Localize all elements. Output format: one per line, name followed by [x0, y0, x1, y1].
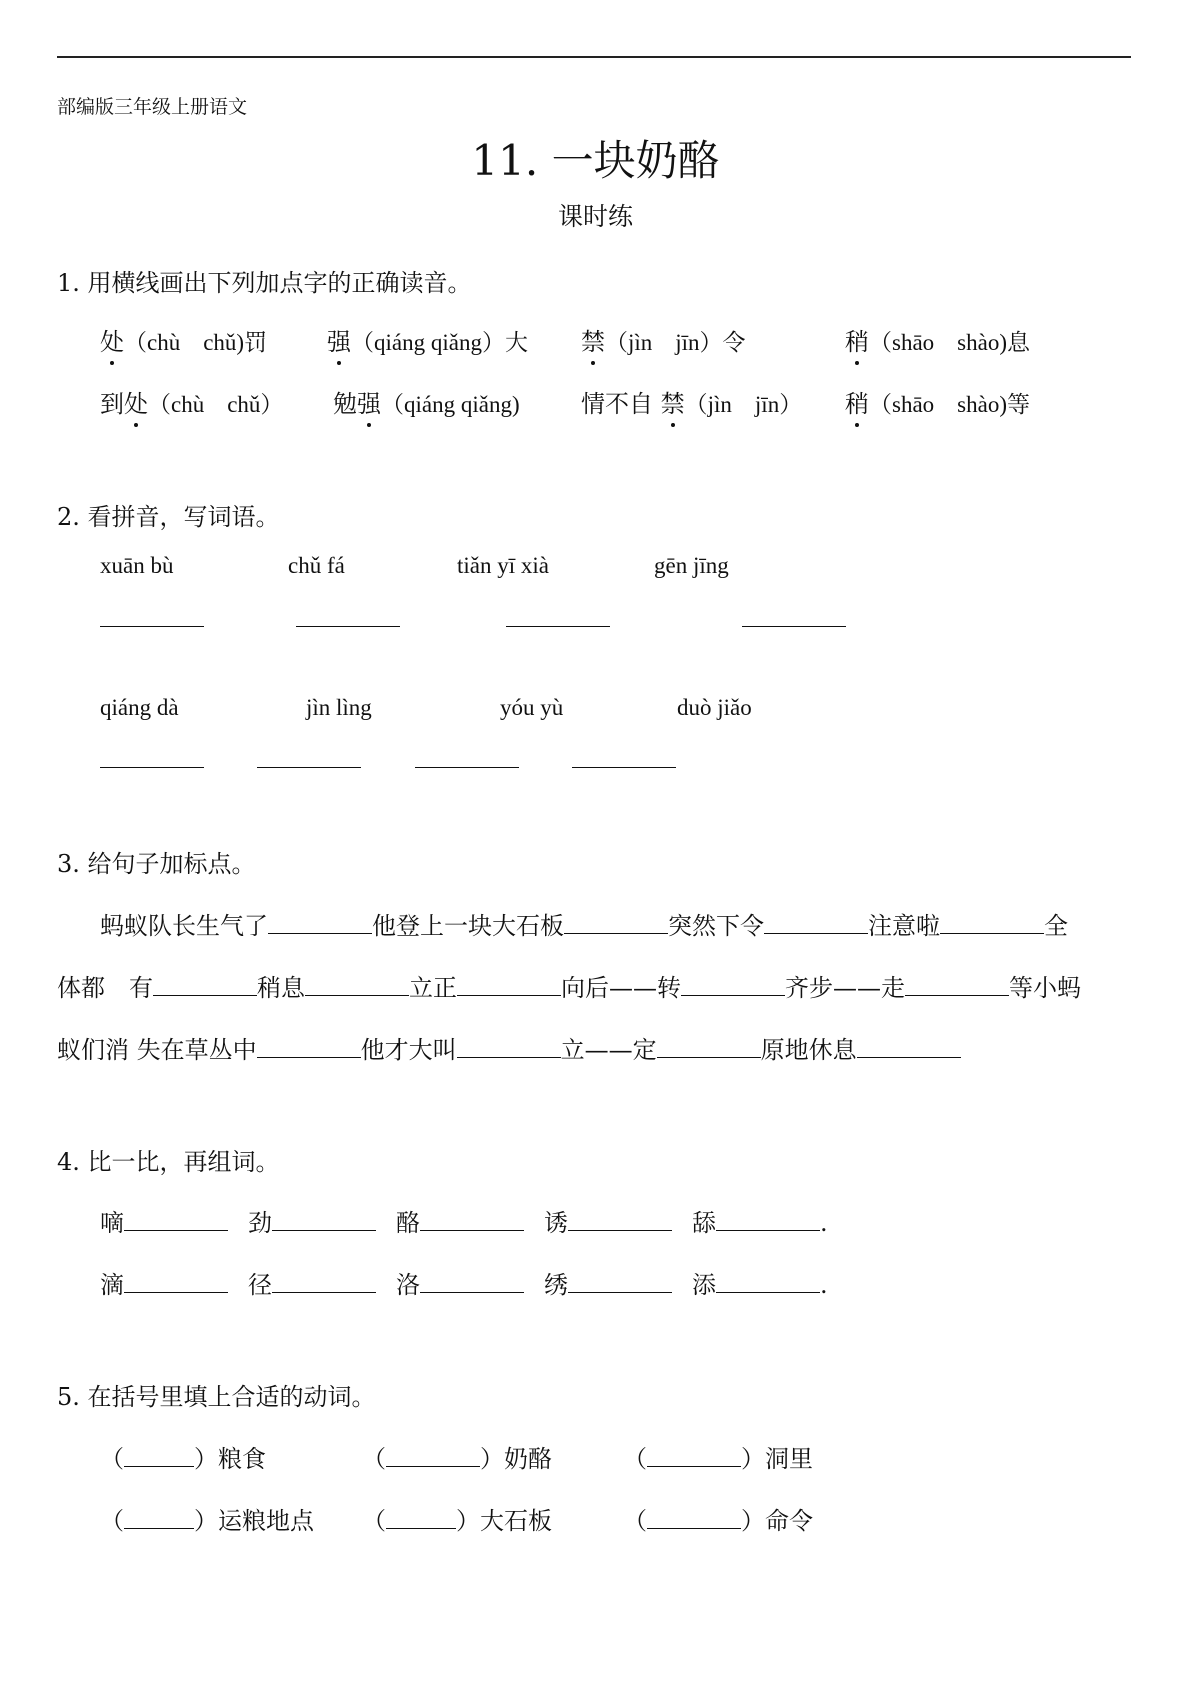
- verb-item: （ ）运粮地点: [100, 1507, 314, 1535]
- word-blank[interactable]: [420, 1272, 524, 1293]
- answer-blank[interactable]: [506, 622, 610, 627]
- pinyin-item: qiáng dà: [100, 695, 179, 720]
- punct-blank[interactable]: [857, 1037, 961, 1058]
- q1-item: 情不自 禁（jìn jīn）: [581, 384, 802, 419]
- answer-blank[interactable]: [257, 763, 361, 768]
- word-blank[interactable]: [716, 1272, 820, 1293]
- punct-blank[interactable]: [153, 975, 257, 996]
- punct-blank[interactable]: [681, 975, 785, 996]
- q1-item: 禁（jìn jīn）令: [581, 322, 746, 357]
- punct-blank[interactable]: [657, 1037, 761, 1058]
- pinyin-item: chǔ fá: [288, 553, 345, 578]
- verb-blank[interactable]: [386, 1508, 456, 1529]
- answer-blank[interactable]: [100, 763, 204, 768]
- pinyin-item: gēn jīng: [654, 553, 729, 578]
- dotted-char: 稍: [845, 384, 869, 419]
- punct-blank[interactable]: [564, 913, 668, 934]
- dotted-char: 处: [100, 322, 124, 357]
- word-blank[interactable]: [716, 1210, 820, 1231]
- q1-item: 到处（chù chǔ）: [100, 384, 283, 419]
- punct-blank[interactable]: [305, 975, 409, 996]
- source-label: 部编版三年级上册语文: [57, 96, 248, 118]
- dotted-char: 禁: [581, 322, 605, 357]
- answer-blank[interactable]: [415, 763, 519, 768]
- punct-blank[interactable]: [905, 975, 1009, 996]
- q1-item: 强（qiáng qiǎng）大: [327, 322, 528, 357]
- compare-row-1: 嘀 劲 酪 诱 舔 .: [100, 1209, 828, 1237]
- verb-blank[interactable]: [647, 1446, 741, 1467]
- verb-blank[interactable]: [386, 1446, 480, 1467]
- q1-item: 处（chù chǔ)罚: [100, 322, 267, 357]
- punct-blank[interactable]: [268, 913, 372, 934]
- q5-prompt: 5. 在括号里填上合适的动词。: [57, 1383, 376, 1411]
- verb-blank[interactable]: [124, 1446, 194, 1467]
- answer-blank[interactable]: [100, 622, 204, 627]
- punct-blank[interactable]: [457, 1037, 561, 1058]
- verb-blank[interactable]: [124, 1508, 194, 1529]
- punct-blank[interactable]: [457, 975, 561, 996]
- pinyin-item: tiǎn yī xià: [457, 553, 549, 578]
- sentence-line-1: 蚂蚁队长生气了 他登上一块大石板 突然下令 注意啦 全: [100, 912, 1068, 940]
- page-subtitle: 课时练: [557, 202, 633, 231]
- word-blank[interactable]: [124, 1272, 228, 1293]
- punct-blank[interactable]: [940, 913, 1044, 934]
- pinyin-item: yóu yù: [500, 695, 564, 720]
- verb-item: （ ）大石板: [362, 1507, 552, 1535]
- dotted-char: 稍: [845, 322, 869, 357]
- q1-item: 勉强（qiáng qiǎng): [333, 384, 520, 419]
- q2-prompt: 2. 看拼音，写词语。: [57, 503, 280, 531]
- punct-blank[interactable]: [764, 913, 868, 934]
- verb-item: （ ）洞里: [623, 1445, 813, 1473]
- q1-prompt: 1. 用横线画出下列加点字的正确读音。: [57, 269, 472, 297]
- dotted-char: 强: [357, 384, 381, 419]
- q1-item: 稍（shāo shào)等: [845, 384, 1030, 419]
- q4-prompt: 4. 比一比，再组词。: [57, 1148, 280, 1176]
- sentence-line-2: 体都 有 稍息 立正 向后——转 齐步——走 等小蚂: [57, 974, 1081, 1002]
- word-blank[interactable]: [420, 1210, 524, 1231]
- answer-blank[interactable]: [296, 622, 400, 627]
- dotted-char: 禁: [661, 384, 685, 419]
- verb-blank[interactable]: [647, 1508, 741, 1529]
- pinyin-item: jìn lìng: [306, 695, 372, 720]
- verb-item: （ ）命令: [623, 1507, 813, 1535]
- verb-item: （ ）奶酪: [362, 1445, 552, 1473]
- dotted-char: 处: [124, 384, 148, 419]
- page-title: 11. 一块奶酪: [471, 136, 720, 185]
- q1-item: 稍（shāo shào)息: [845, 322, 1030, 357]
- punct-blank[interactable]: [257, 1037, 361, 1058]
- pinyin-item: duò jiǎo: [677, 695, 752, 720]
- dotted-char: 强: [327, 322, 351, 357]
- word-blank[interactable]: [124, 1210, 228, 1231]
- compare-row-2: 滴 径 洛 绣 添 .: [100, 1271, 828, 1299]
- sentence-line-3: 蚁们消 失在草丛中 他才大叫 立——定 原地休息: [57, 1030, 961, 1065]
- word-blank[interactable]: [272, 1210, 376, 1231]
- word-blank[interactable]: [568, 1272, 672, 1293]
- verb-item: （ ）粮食: [100, 1445, 266, 1473]
- header-rule: [57, 56, 1131, 58]
- word-blank[interactable]: [568, 1210, 672, 1231]
- answer-blank[interactable]: [572, 763, 676, 768]
- answer-blank[interactable]: [742, 622, 846, 627]
- pinyin-item: xuān bù: [100, 553, 174, 578]
- q3-prompt: 3. 给句子加标点。: [57, 850, 256, 878]
- word-blank[interactable]: [272, 1272, 376, 1293]
